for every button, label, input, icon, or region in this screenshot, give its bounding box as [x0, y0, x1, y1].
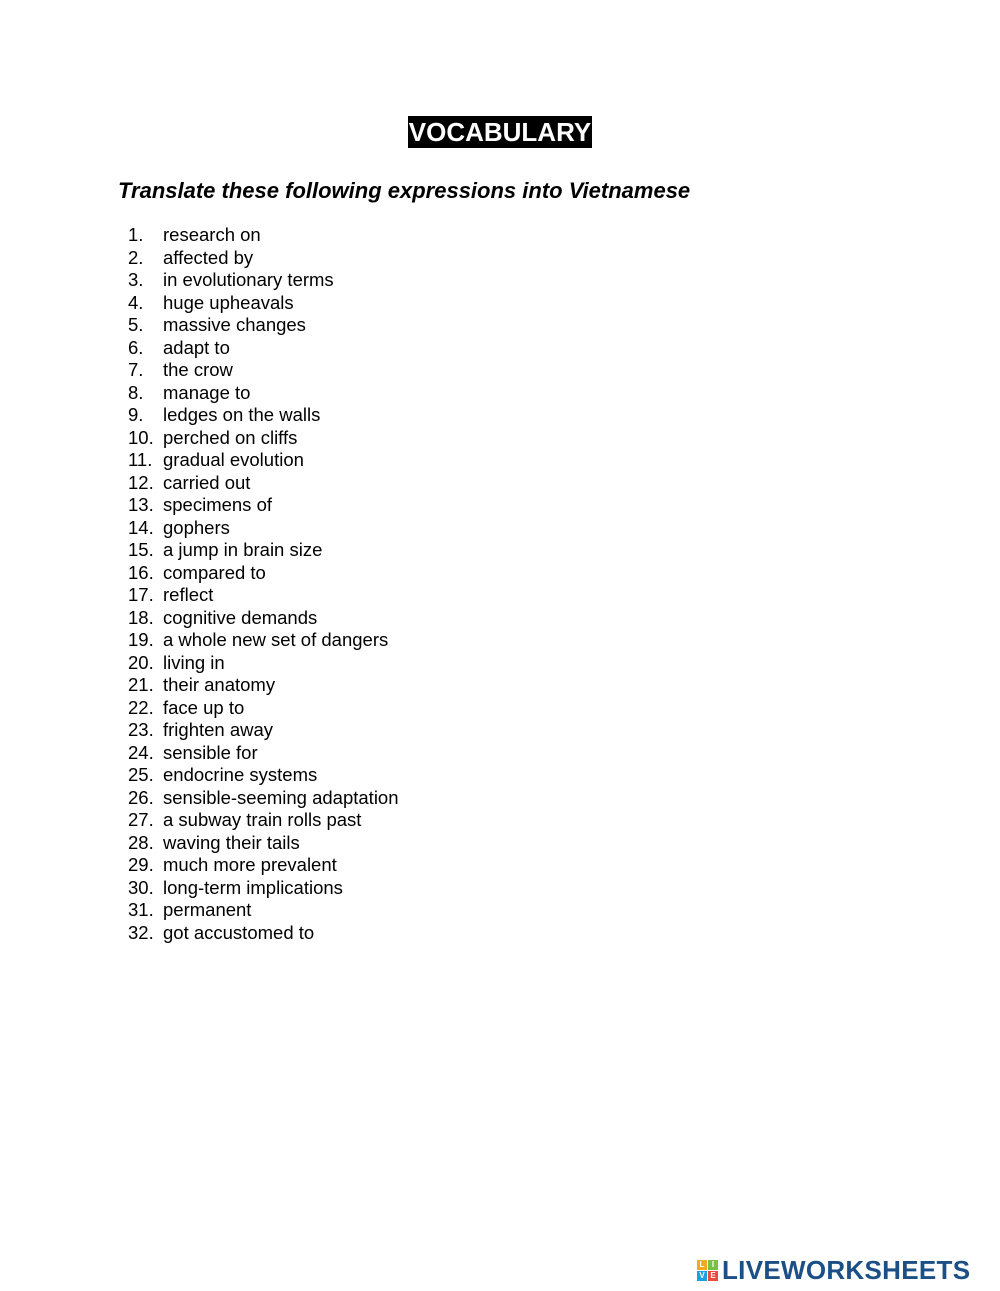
list-item-text: perched on cliffs — [163, 426, 298, 448]
list-item-number: 25. — [128, 764, 154, 785]
list-item — [128, 494, 399, 517]
list-item-number: 15. — [128, 539, 154, 560]
list-item-text: carried out — [163, 471, 251, 493]
list-item-number: 28. — [128, 831, 154, 853]
list-item — [128, 899, 399, 922]
list-item — [128, 314, 399, 337]
list-item-number: 17. — [128, 584, 154, 605]
list-item — [128, 787, 399, 810]
list-item-number: 3. — [128, 269, 144, 290]
list-item — [128, 292, 399, 315]
list-item — [128, 764, 399, 787]
list-item-number: 6. — [128, 336, 144, 358]
list-item-text: frighten away — [163, 719, 274, 740]
list-item-text: the crow — [163, 359, 233, 380]
list-item — [128, 697, 399, 720]
list-item — [128, 359, 399, 382]
list-item — [128, 449, 399, 472]
list-item-number: 4. — [128, 291, 144, 313]
list-item-number: 12. — [128, 471, 154, 493]
list-item-number: 13. — [128, 494, 154, 515]
list-item-number: 20. — [128, 651, 154, 673]
list-item-number: 8. — [128, 381, 144, 403]
list-item-text: a jump in brain size — [163, 539, 323, 560]
list-item-text: got accustomed to — [163, 921, 315, 943]
list-item — [128, 269, 399, 292]
list-item-text: adapt to — [163, 336, 230, 358]
list-item-text: reflect — [163, 584, 214, 605]
title-container — [0, 116, 1000, 148]
list-item-number: 14. — [128, 516, 154, 538]
list-item — [128, 404, 399, 427]
list-item — [128, 922, 399, 945]
list-item-number: 18. — [128, 606, 154, 628]
list-item-number: 2. — [128, 246, 144, 268]
logo-tile: I — [708, 1260, 718, 1270]
list-item-text: affected by — [163, 246, 254, 268]
list-item — [128, 517, 399, 540]
list-item — [128, 832, 399, 855]
list-item-number: 24. — [128, 741, 154, 763]
list-item-text: waving their tails — [163, 831, 300, 853]
list-item — [128, 809, 399, 832]
list-item-number: 23. — [128, 719, 154, 740]
list-item — [128, 607, 399, 630]
liveworksheets-brand — [697, 1257, 970, 1283]
list-item-number: 1. — [128, 224, 144, 245]
list-item-text: massive changes — [163, 314, 306, 335]
list-item-number: 26. — [128, 786, 154, 808]
list-item-text: a subway train rolls past — [163, 809, 362, 830]
list-item-text: in evolutionary terms — [163, 269, 334, 290]
list-item-number: 31. — [128, 899, 154, 920]
list-item — [128, 382, 399, 405]
list-item-text: sensible for — [163, 741, 258, 763]
list-item-text: specimens of — [163, 494, 272, 515]
list-item-text: huge upheavals — [163, 291, 294, 313]
instruction-text: Translate these following expressions into Vietnamese — [118, 178, 691, 203]
list-item-text: long-term implications — [163, 876, 343, 898]
logo-tile: E — [708, 1271, 718, 1281]
vocabulary-list — [128, 224, 399, 944]
list-item-number: 10. — [128, 426, 154, 448]
list-item-number: 16. — [128, 561, 154, 583]
list-item — [128, 472, 399, 495]
list-item-text: sensible-seeming adaptation — [163, 786, 399, 808]
list-item-text: ledges on the walls — [163, 404, 321, 425]
list-item-text: permanent — [163, 899, 252, 920]
list-item-number: 30. — [128, 876, 154, 898]
list-item — [128, 719, 399, 742]
list-item — [128, 539, 399, 562]
list-item-text: manage to — [163, 381, 251, 403]
list-item — [128, 224, 399, 247]
list-item-text: their anatomy — [163, 674, 276, 695]
list-item-text: gradual evolution — [163, 449, 304, 470]
list-item — [128, 674, 399, 697]
page-title: VOCABULARY — [408, 117, 592, 147]
list-item-number: 5. — [128, 314, 144, 335]
list-item — [128, 337, 399, 360]
list-item-number: 21. — [128, 674, 154, 695]
list-item — [128, 652, 399, 675]
list-item — [128, 427, 399, 450]
logo-tile: L — [697, 1260, 707, 1270]
list-item — [128, 854, 399, 877]
list-item — [128, 247, 399, 270]
list-item-number: 27. — [128, 809, 154, 830]
list-item-text: face up to — [163, 696, 245, 718]
list-item — [128, 584, 399, 607]
list-item-number: 19. — [128, 629, 154, 650]
list-item-number: 9. — [128, 404, 144, 425]
logo-tile: V — [697, 1271, 707, 1281]
list-item-text: cognitive demands — [163, 606, 318, 628]
list-item-text: gophers — [163, 516, 230, 538]
list-item-number: 32. — [128, 921, 154, 943]
list-item-text: endocrine systems — [163, 764, 318, 785]
list-item-text: a whole new set of dangers — [163, 629, 389, 650]
list-item-text: living in — [163, 651, 225, 673]
list-item-text: compared to — [163, 561, 266, 583]
list-item-number: 7. — [128, 359, 144, 380]
liveworksheets-logo-icon — [697, 1260, 718, 1281]
list-item-number: 22. — [128, 696, 154, 718]
list-item-number: 11. — [128, 449, 153, 470]
list-item-text: research on — [163, 224, 261, 245]
brand-name: LIVEWORKSHEETS — [722, 1255, 971, 1285]
list-item-text: much more prevalent — [163, 854, 337, 875]
list-item — [128, 742, 399, 765]
list-item — [128, 877, 399, 900]
list-item — [128, 562, 399, 585]
list-item — [128, 629, 399, 652]
list-item-number: 29. — [128, 854, 154, 875]
